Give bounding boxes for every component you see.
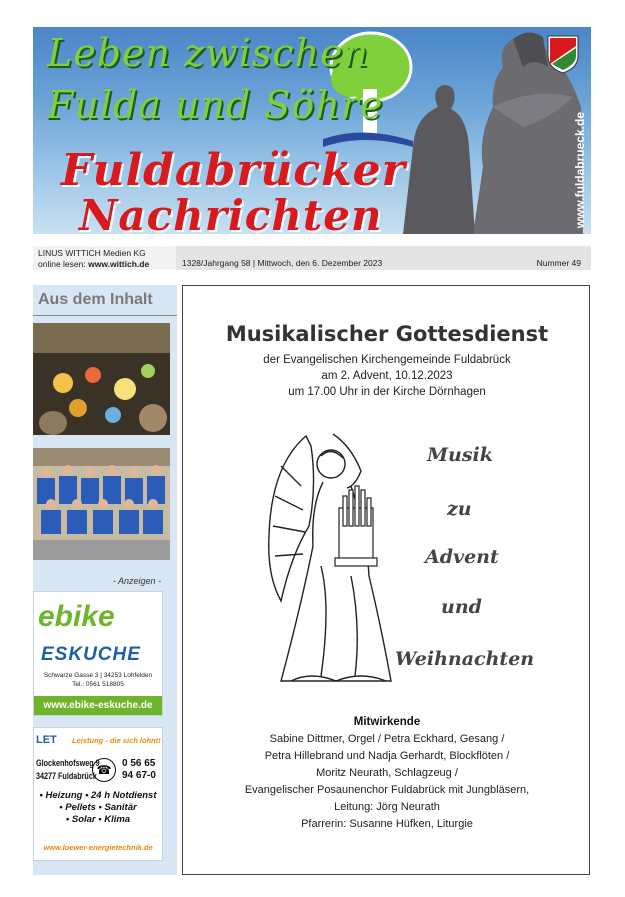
poster-time-place: um 17.00 Uhr in der Kirche Dörnhagen <box>288 386 486 398</box>
masthead-url[interactable]: www.fuldabrueck.de <box>573 111 587 228</box>
service-line-2: • Pellets • Sanitär <box>59 802 137 813</box>
loewer-url[interactable]: www.loewer-energietechnik.de <box>43 843 153 852</box>
ebike-address: Schwarze Gasse 3 | 34253 Lohfelden <box>43 672 153 679</box>
info-bar <box>33 246 591 270</box>
masthead-line1: Leben zwischen <box>47 31 370 75</box>
children-lanterns-photo[interactable] <box>33 323 170 435</box>
let-logo: LET <box>36 734 57 746</box>
angel-organ-illustration <box>251 426 409 691</box>
mitwirkende-line: Petra Hillebrand und Nadja Gerhardt, Blockflöten / <box>264 750 510 762</box>
mitwirkende-line: Pfarrerin: Susanne Hüfken, Liturgie <box>301 818 473 830</box>
loewer-street: Glockenhofsweg 9 <box>36 758 100 768</box>
sidebar-divider <box>33 315 177 316</box>
issue-info: 1328/Jahrgang 58 | Mittwoch, den 6. Dezember 2023 <box>182 258 383 268</box>
ebike-ad[interactable] <box>33 591 163 716</box>
poster-word-advent: Advent <box>425 546 499 568</box>
masthead-line2: Fulda und Söhre <box>47 83 384 127</box>
ebike-phone: Tel.: 0561 518805 <box>72 681 124 688</box>
newspaper-name-1: Fuldabrücker <box>61 145 406 196</box>
service-line-3: • Solar • Klima <box>65 814 131 825</box>
concert-poster <box>182 285 590 875</box>
mitwirkende-line: Moritz Neurath, Schlagzeug / <box>316 767 458 779</box>
poster-organizer: der Evangelischen Kirchengemeinde Fuldabrück <box>263 354 511 366</box>
newspaper-name-2: Nachrichten <box>79 191 383 234</box>
online-prefix: online lesen: <box>38 259 86 269</box>
poster-word-zu: zu <box>447 498 472 520</box>
online-url[interactable]: www.wittich.de <box>88 259 150 269</box>
poster-word-weihnachten: Weihnachten <box>395 648 535 670</box>
loewer-phone-prefix: 0 56 65 <box>122 758 156 769</box>
let-slogan: Leistung - die sich lohnt! <box>72 736 161 745</box>
loewer-ad[interactable] <box>33 727 163 861</box>
eskuche-logo: ESKUCHE <box>41 644 141 665</box>
poster-title: Musikalischer Gottesdienst <box>225 322 549 346</box>
service-line-1: • Heizung • 24 h Notdienst <box>39 790 157 801</box>
publisher-name: LINUS WITTICH Medien KG <box>38 248 146 258</box>
loewer-phone-number: 94 67-0 <box>122 770 156 781</box>
team-photo[interactable] <box>33 448 170 560</box>
ads-label: - Anzeigen - <box>112 576 161 586</box>
publisher-box <box>33 246 176 270</box>
mitwirkende-line: Leitung: Jörg Neurath <box>334 801 440 813</box>
mitwirkende-title: Mitwirkende <box>353 716 421 728</box>
issue-number: Nummer 49 <box>536 258 581 268</box>
mitwirkende-line: Sabine Dittmer, Orgel / Petra Eckhard, Gesang / <box>269 733 505 745</box>
loewer-city: 34277 Fuldabrück <box>36 771 97 781</box>
poster-date: am 2. Advent, 10.12.2023 <box>321 370 453 382</box>
masthead <box>33 27 591 234</box>
mitwirkende-line: Evangelischer Posaunenchor Fuldabrück mit Jungbläsern, <box>244 784 530 796</box>
poster-word-und: und <box>441 596 482 618</box>
poster-word-musik: Musik <box>427 444 493 466</box>
coat-of-arms-icon <box>546 34 580 74</box>
loewer-services <box>34 790 162 826</box>
sidebar <box>33 285 177 875</box>
ebike-logo: ebike <box>38 600 115 633</box>
sidebar-title: Aus dem Inhalt <box>38 291 153 308</box>
phone-icon: ☎ <box>92 758 116 782</box>
ebike-url[interactable]: www.ebike-eskuche.de <box>34 696 162 715</box>
online-read <box>38 259 176 270</box>
